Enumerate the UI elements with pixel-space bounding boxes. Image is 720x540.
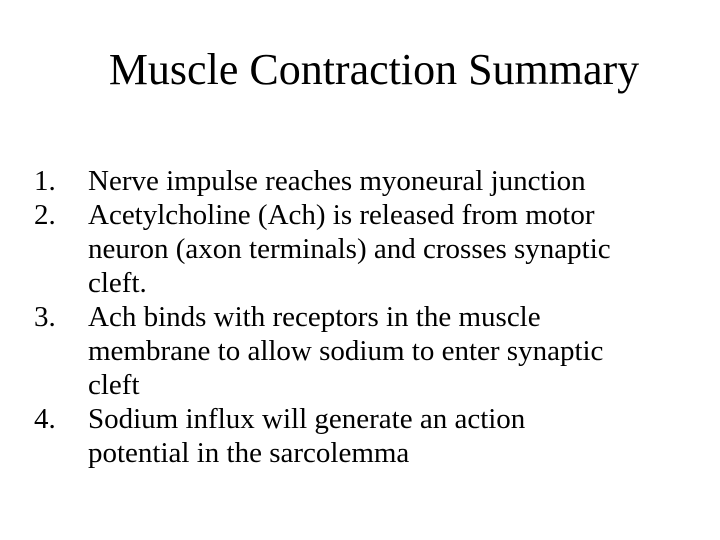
item-text: Sodium influx will generate an action potential in the sarcolemma — [88, 403, 526, 469]
step-list — [34, 164, 658, 470]
item-text: Nerve impulse reaches myoneural junction — [88, 165, 586, 197]
item-number: 3. — [34, 301, 56, 333]
list-item — [34, 402, 608, 470]
list-item — [34, 164, 658, 198]
list-item — [34, 198, 658, 300]
item-text: Acetylcholine (Ach) is released from motor neuron (axon terminals) and crosses synaptic cleft. — [88, 199, 611, 299]
item-number: 2. — [34, 199, 56, 231]
item-number: 4. — [34, 403, 56, 435]
slide-title: Muscle Contraction Summary — [108, 45, 640, 94]
item-text: Ach binds with receptors in the muscle membrane to allow sodium to enter synaptic cleft — [88, 301, 604, 401]
list-item — [34, 300, 613, 402]
item-number: 1. — [34, 165, 56, 197]
